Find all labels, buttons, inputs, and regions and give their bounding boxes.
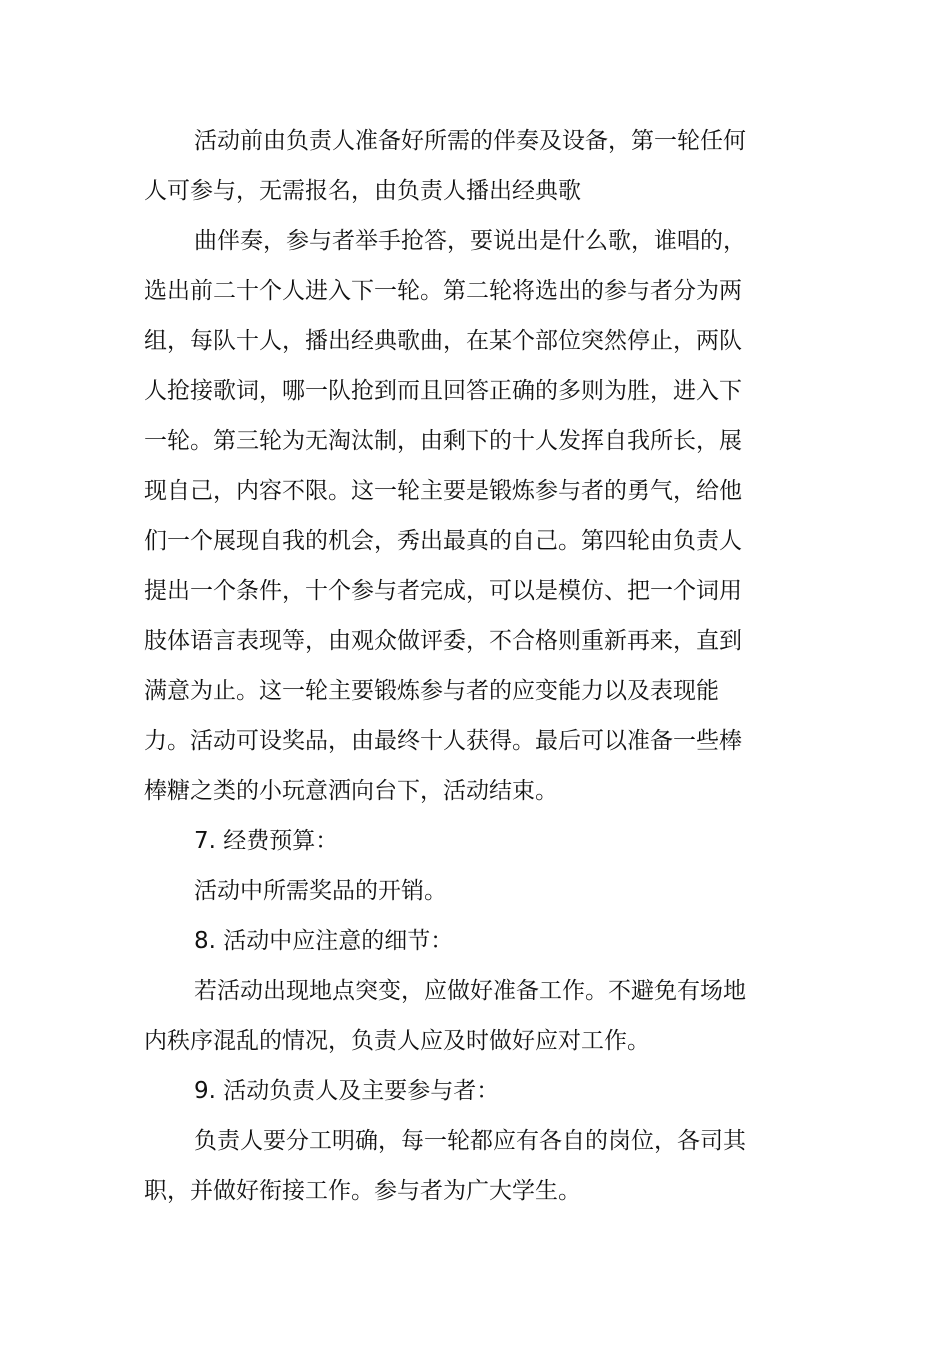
- text-line: 活动中所需奖品的开销。: [194, 878, 447, 904]
- text-line: 现自己，内容不限。这一轮主要是锻炼参与者的勇气，给他: [144, 478, 742, 504]
- text-line: 内秩序混乱的情况，负责人应及时做好应对工作。: [144, 1028, 650, 1054]
- section-heading-budget: 7. 经费预算：: [194, 828, 339, 854]
- section-heading-responsible: 9. 活动负责人及主要参与者：: [194, 1078, 500, 1104]
- text-line: 棒糖之类的小玩意洒向台下，活动结束。: [144, 778, 558, 804]
- text-line: 职，并做好衔接工作。参与者为广大学生。: [144, 1178, 581, 1204]
- text-line: 若活动出现地点突变，应做好准备工作。不避免有场地: [194, 978, 746, 1004]
- text-line: 肢体语言表现等，由观众做评委，不合格则重新再来，直到: [144, 628, 742, 654]
- text-line: 人可参与，无需报名，由负责人播出经典歌: [144, 178, 581, 204]
- text-line: 负责人要分工明确，每一轮都应有各自的岗位，各司其: [194, 1128, 746, 1154]
- text-line: 力。活动可设奖品，由最终十人获得。最后可以准备一些棒: [144, 728, 742, 754]
- text-line: 曲伴奏，参与者举手抢答，要说出是什么歌，谁唱的，: [194, 228, 746, 254]
- text-line: 一轮。第三轮为无淘汰制，由剩下的十人发挥自我所长，展: [144, 428, 742, 454]
- text-line: 提出一个条件，十个参与者完成，可以是模仿、把一个词用: [144, 578, 742, 604]
- text-line: 选出前二十个人进入下一轮。第二轮将选出的参与者分为两: [144, 278, 742, 304]
- text-line: 们一个展现自我的机会，秀出最真的自己。第四轮由负责人: [144, 528, 742, 554]
- section-heading-details: 8. 活动中应注意的细节：: [194, 928, 454, 954]
- text-line: 满意为止。这一轮主要锻炼参与者的应变能力以及表现能: [144, 678, 719, 704]
- text-line: 组，每队十人，播出经典歌曲，在某个部位突然停止，两队: [144, 328, 742, 354]
- text-line: 活动前由负责人准备好所需的伴奏及设备，第一轮任何: [194, 128, 746, 154]
- text-line: 人抢接歌词，哪一队抢到而且回答正确的多则为胜，进入下: [144, 378, 742, 404]
